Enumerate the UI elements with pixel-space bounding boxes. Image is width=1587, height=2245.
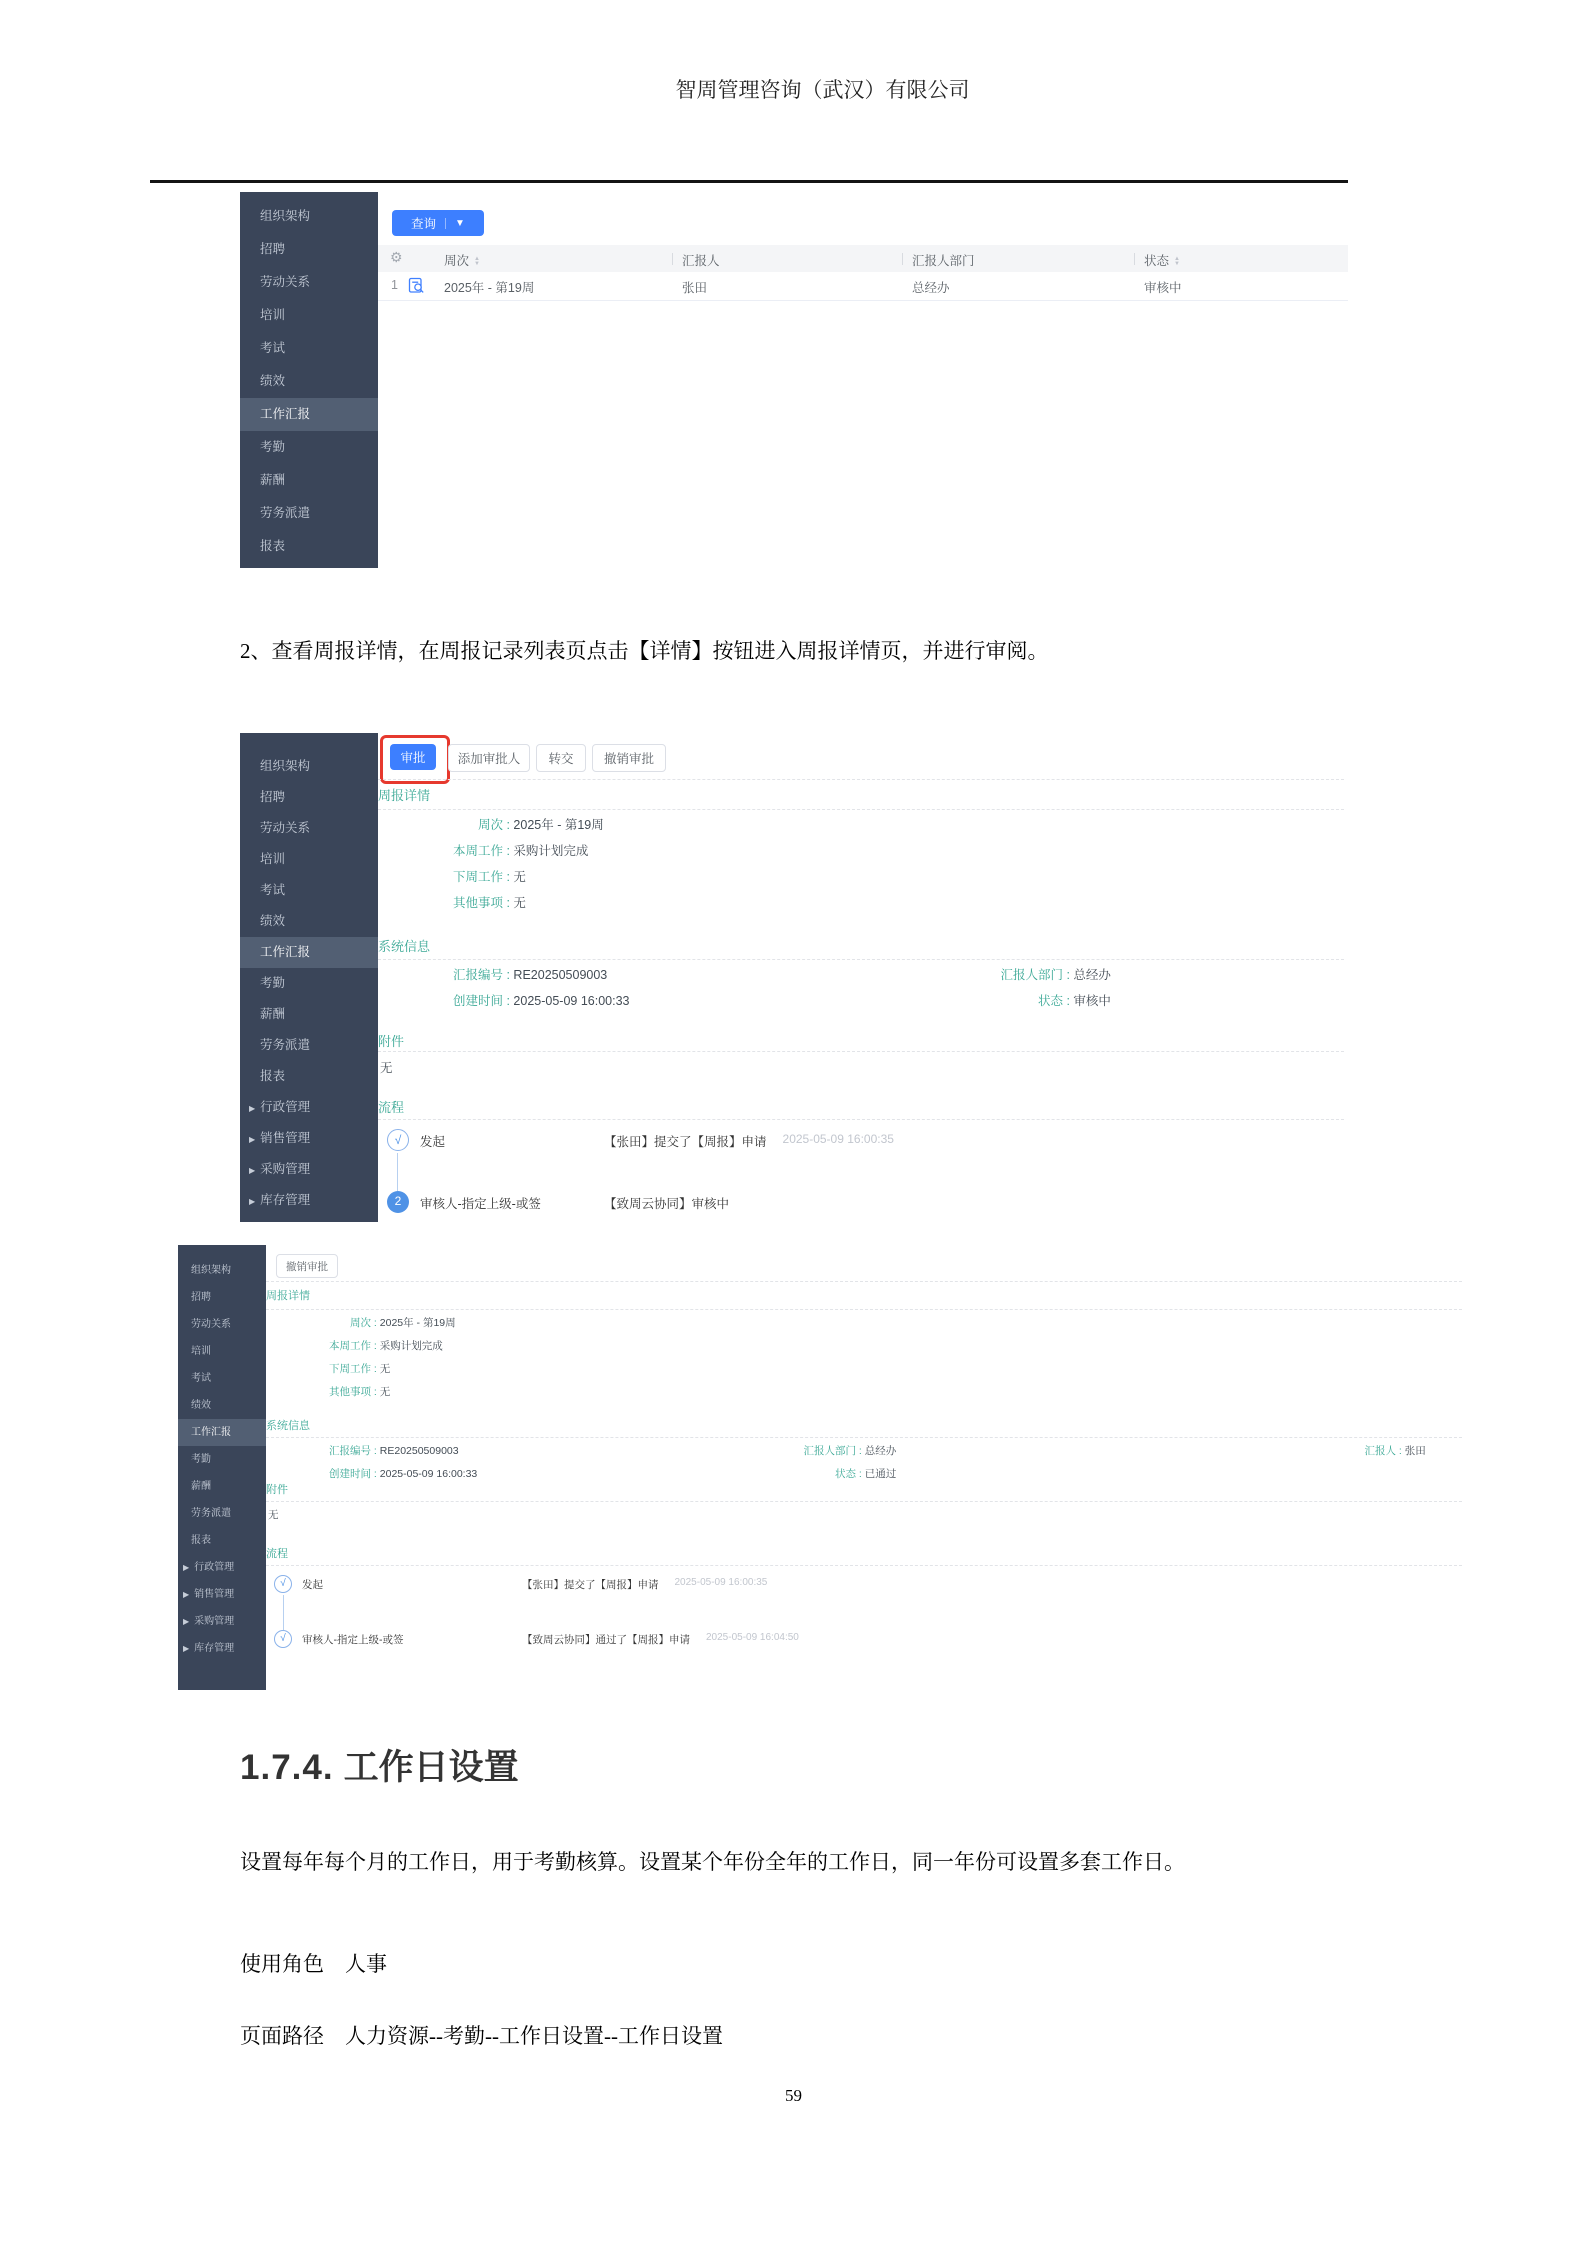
detail-content <box>378 733 1348 1222</box>
sidebar-item-label: 劳务派遣 <box>260 506 311 520</box>
sidebar-item[interactable] <box>240 398 378 431</box>
sidebar-item-label: 行政管理 <box>194 1562 235 1573</box>
sidebar-item[interactable] <box>240 266 378 299</box>
expand-arrow-icon: ▶ <box>249 1166 256 1175</box>
row-index: 1 <box>391 278 398 292</box>
field-label: 下周工作 <box>452 870 503 884</box>
field-label: 汇报编号 <box>329 1445 371 1457</box>
field-row: 下周工作 : 无 <box>266 1361 456 1384</box>
sidebar-item[interactable] <box>240 365 378 398</box>
field-row: 状态 : 审核中 <box>943 991 1111 1017</box>
gear-icon[interactable]: ⚙ <box>390 249 403 265</box>
sidebar-item[interactable] <box>178 1338 266 1365</box>
sort-icon[interactable]: ▲ ▼ <box>474 255 480 267</box>
sidebar <box>240 192 378 568</box>
field-label: 本周工作 <box>329 1340 371 1352</box>
field-value: RE20250509003 <box>513 968 608 982</box>
sidebar-item[interactable] <box>178 1365 266 1392</box>
sidebar-item-label: 行政管理 <box>260 1100 311 1114</box>
sidebar-item-label: 劳动关系 <box>260 275 311 289</box>
field-label: 周次 <box>350 1317 371 1329</box>
expand-arrow-icon: ▶ <box>249 1197 256 1206</box>
sidebar-item-label: 考试 <box>191 1373 211 1384</box>
field-row: 本周工作 : 采购计划完成 <box>378 841 604 867</box>
expand-arrow-icon: ▶ <box>249 1135 256 1144</box>
sidebar-item-label: 招聘 <box>260 790 286 804</box>
sidebar-item[interactable] <box>240 751 378 782</box>
sidebar-item[interactable] <box>240 1061 378 1092</box>
sidebar-item[interactable] <box>240 906 378 937</box>
attachment-value: 无 <box>268 1509 279 1521</box>
sidebar-item-label: 薪酬 <box>191 1481 211 1492</box>
field-value: 无 <box>513 870 526 884</box>
sidebar-item-label: 绩效 <box>191 1400 211 1411</box>
sidebar-item-label: 招聘 <box>191 1292 211 1303</box>
sidebar-item-label: 销售管理 <box>194 1589 235 1600</box>
flow-step-marker-icon: 2 <box>387 1191 409 1213</box>
field-value: 无 <box>379 1386 391 1398</box>
sidebar-item[interactable] <box>178 1446 266 1473</box>
system-fields-right <box>943 965 1111 1017</box>
flow-step <box>266 1575 1478 1630</box>
sidebar-item-label: 考勤 <box>260 440 286 454</box>
sidebar-item[interactable] <box>240 1154 378 1185</box>
cell-dept: 总经办 <box>912 281 950 295</box>
field-value: 2025年 - 第19周 <box>513 818 604 832</box>
section-title-attachment: 附件 <box>378 1034 405 1049</box>
sidebar-item-label: 绩效 <box>260 374 286 388</box>
sidebar-item-label: 招聘 <box>260 242 286 256</box>
sidebar-item-label: 劳务派遣 <box>191 1508 231 1519</box>
query-button-label: 查询 <box>411 217 437 231</box>
sidebar-item[interactable] <box>240 999 378 1030</box>
cell-week: 2025年 - 第19周 <box>444 281 535 295</box>
section-heading-number: 1.7.4. <box>240 1748 334 1787</box>
approve-button[interactable]: 审批 <box>390 744 436 770</box>
field-row: 创建时间 : 2025-05-09 16:00:33 <box>378 991 630 1017</box>
sidebar-item-label: 报表 <box>191 1535 211 1546</box>
section-heading <box>240 1740 519 1790</box>
header-rule <box>150 180 1348 183</box>
flow-step-time: 2025-05-09 16:00:35 <box>674 1577 768 1588</box>
sidebar-item-label: 销售管理 <box>260 1131 311 1145</box>
field-label: 汇报人部门 <box>803 1445 856 1457</box>
sidebar-item[interactable] <box>240 875 378 906</box>
field-row: 创建时间 : 2025-05-09 16:00:33 <box>266 1466 477 1489</box>
section-title-system-info: 系统信息 <box>378 939 431 954</box>
sidebar-item[interactable] <box>240 937 378 968</box>
sidebar-item-label: 考试 <box>260 883 286 897</box>
path-line: 页面路径 人力资源--考勤--工作日设置--工作日设置 <box>240 2024 723 2048</box>
flow-step-desc: 【张田】提交了【周报】申请 <box>604 1135 767 1149</box>
sidebar <box>178 1245 266 1690</box>
flow-steps <box>266 1575 1478 1685</box>
sidebar-item-label: 考勤 <box>260 976 286 990</box>
company-header: 智周管理咨询（武汉）有限公司 <box>675 79 970 102</box>
transfer-button[interactable]: 转交 <box>536 744 586 772</box>
flow-step-name: 审核人-指定上级-或签 <box>420 1197 541 1211</box>
sidebar-item[interactable] <box>240 968 378 999</box>
section-title-flow: 流程 <box>378 1100 405 1115</box>
field-row: 周次 : 2025年 - 第19周 <box>378 815 604 841</box>
field-row: 其他事项 : 无 <box>378 893 604 919</box>
field-label: 其他事项 <box>329 1386 371 1398</box>
field-value: 已通过 <box>864 1468 897 1480</box>
field-value: 2025-05-09 16:00:33 <box>513 994 630 1008</box>
field-row: 本周工作 : 采购计划完成 <box>266 1338 456 1361</box>
list-content <box>378 192 1348 568</box>
weekly-detail-fields <box>266 1315 456 1407</box>
field-row: 汇报人 : 张田 <box>1324 1443 1426 1466</box>
field-row: 其他事项 : 无 <box>266 1384 456 1407</box>
revoke-button[interactable]: 撤销审批 <box>592 744 666 772</box>
field-label: 下周工作 <box>329 1363 371 1375</box>
cell-status: 审核中 <box>1144 281 1182 295</box>
sidebar-item-label: 组织架构 <box>260 759 311 773</box>
flow-step <box>266 1630 1478 1685</box>
flow-step-marker-icon: √ <box>274 1630 292 1648</box>
flow-step-marker-icon: √ <box>274 1575 292 1593</box>
screenshot-weekly-report-list <box>240 192 1348 568</box>
sidebar-item[interactable] <box>178 1473 266 1500</box>
sidebar-item[interactable] <box>178 1554 266 1581</box>
sidebar-item-label: 采购管理 <box>260 1162 311 1176</box>
field-value: 总经办 <box>1073 968 1111 982</box>
weekly-detail-fields <box>378 815 604 919</box>
field-row: 汇报编号 : RE20250509003 <box>378 965 630 991</box>
field-value: 采购计划完成 <box>513 844 589 858</box>
field-label: 汇报编号 <box>452 968 503 982</box>
revoke-button[interactable]: 撤销审批 <box>276 1254 338 1278</box>
sidebar-item-label: 组织架构 <box>260 209 311 223</box>
field-value: 采购计划完成 <box>379 1340 443 1352</box>
flow-step-time: 2025-05-09 16:00:35 <box>782 1132 894 1146</box>
sidebar-item[interactable] <box>240 1092 378 1123</box>
expand-arrow-icon: ▶ <box>183 1590 190 1599</box>
flow-step-time: 2025-05-09 16:04:50 <box>706 1632 799 1643</box>
sidebar-item[interactable] <box>240 431 378 464</box>
system-fields-left <box>266 1443 477 1489</box>
table-header <box>378 245 1348 272</box>
field-label: 其他事项 <box>452 896 503 910</box>
flow-step <box>378 1129 1348 1191</box>
sidebar-item[interactable] <box>178 1257 266 1284</box>
sidebar-item[interactable] <box>240 813 378 844</box>
screenshot-weekly-report-detail-pending <box>240 733 1348 1222</box>
sidebar-item[interactable] <box>240 1185 378 1216</box>
add-approver-button[interactable]: 添加审批人 <box>448 744 530 772</box>
sidebar-item-label: 库存管理 <box>194 1643 235 1654</box>
column-status[interactable]: 状态 ▲ ▼ <box>1144 251 1180 269</box>
sidebar-item[interactable] <box>240 200 378 233</box>
flow-step <box>378 1191 1348 1253</box>
sidebar-item[interactable] <box>178 1527 266 1554</box>
flow-step-desc: 【张田】提交了【周报】申请 <box>522 1579 659 1591</box>
column-reporter[interactable]: 汇报人 <box>682 251 720 269</box>
sidebar-item-label: 工作汇报 <box>260 945 311 959</box>
flow-step-marker-icon: √ <box>387 1129 409 1151</box>
sidebar-item[interactable] <box>178 1311 266 1338</box>
sidebar-item-label: 劳动关系 <box>260 821 311 835</box>
field-label: 状态 <box>835 1468 856 1480</box>
field-label: 创建时间 <box>329 1468 371 1480</box>
sidebar-item[interactable] <box>240 233 378 266</box>
expand-arrow-icon: ▶ <box>249 1104 256 1113</box>
field-label: 汇报人部门 <box>1000 968 1063 982</box>
sidebar-item[interactable] <box>178 1284 266 1311</box>
expand-arrow-icon: ▶ <box>183 1563 190 1572</box>
sidebar-item-label: 工作汇报 <box>260 407 311 421</box>
section-heading-title: 工作日设置 <box>343 1748 519 1787</box>
sidebar-item[interactable] <box>178 1419 266 1446</box>
sidebar-item-label: 报表 <box>260 539 286 553</box>
flow-step-desc: 【致周云协同】通过了【周报】申请 <box>522 1634 690 1646</box>
sidebar-item-label: 绩效 <box>260 914 286 928</box>
field-label: 汇报人 <box>1364 1445 1396 1457</box>
sidebar-item-label: 培训 <box>191 1346 211 1357</box>
detail-content <box>266 1245 1478 1690</box>
field-value: 2025-05-09 16:00:33 <box>379 1468 478 1480</box>
section-title-system-info: 系统信息 <box>266 1420 310 1432</box>
sidebar-item-label: 培训 <box>260 308 286 322</box>
field-row: 汇报人部门 : 总经办 <box>706 1443 896 1466</box>
role-line: 使用角色 人事 <box>240 1952 387 1976</box>
query-button[interactable] <box>392 210 484 236</box>
field-value: 无 <box>513 896 526 910</box>
sidebar-item-label: 组织架构 <box>191 1265 231 1276</box>
system-fields-left <box>378 965 630 1017</box>
column-week[interactable]: 周次 ▲ ▼ <box>444 254 480 268</box>
field-label: 周次 <box>477 818 503 832</box>
step2-instruction: 2、查看周报详情，在周报记录列表页点击【详情】按钮进入周报详情页，并进行审阅。 <box>240 639 1049 663</box>
field-label: 状态 <box>1037 994 1063 1008</box>
sidebar-item-label: 薪酬 <box>260 1007 286 1021</box>
sidebar-item[interactable] <box>178 1581 266 1608</box>
sidebar-item[interactable] <box>240 530 378 563</box>
sidebar-item[interactable] <box>178 1392 266 1419</box>
field-row: 周次 : 2025年 - 第19周 <box>266 1315 456 1338</box>
expand-arrow-icon: ▶ <box>183 1617 190 1626</box>
flow-steps <box>378 1129 1348 1253</box>
sidebar-item[interactable] <box>178 1635 266 1662</box>
sidebar-item-label: 报表 <box>260 1069 286 1083</box>
expand-arrow-icon: ▶ <box>183 1644 190 1653</box>
sidebar-item-label: 考勤 <box>191 1454 211 1465</box>
detail-icon[interactable] <box>408 277 425 294</box>
field-value: RE20250509003 <box>379 1445 459 1457</box>
system-fields-right <box>1324 1443 1426 1466</box>
field-value: 总经办 <box>864 1445 897 1457</box>
sidebar-item-label: 工作汇报 <box>191 1427 231 1438</box>
field-row: 状态 : 已通过 <box>706 1466 896 1489</box>
section-title-attachment: 附件 <box>266 1484 288 1496</box>
sidebar-item[interactable] <box>240 299 378 332</box>
field-value: 无 <box>379 1363 391 1375</box>
column-dept[interactable]: 汇报人部门 <box>912 251 975 269</box>
sidebar-item-label: 库存管理 <box>260 1193 311 1207</box>
table-row[interactable] <box>378 272 1348 301</box>
field-label: 创建时间 <box>452 994 503 1008</box>
flow-step-name: 发起 <box>302 1579 323 1591</box>
section-title-weekly-detail: 周报详情 <box>378 788 431 803</box>
sidebar-item-label: 劳务派遣 <box>260 1038 311 1052</box>
page-number: 59 <box>785 2086 802 2105</box>
field-value: 2025年 - 第19周 <box>379 1317 456 1329</box>
flow-step-name: 审核人-指定上级-或签 <box>302 1634 404 1646</box>
sidebar-item[interactable] <box>178 1608 266 1635</box>
attachment-value: 无 <box>380 1061 393 1075</box>
sidebar-item-label: 采购管理 <box>194 1616 235 1627</box>
sidebar-item[interactable] <box>178 1500 266 1527</box>
field-row: 汇报人部门 : 总经办 <box>943 965 1111 991</box>
section-title-weekly-detail: 周报详情 <box>266 1290 310 1302</box>
sidebar-item-label: 薪酬 <box>260 473 286 487</box>
sidebar-item[interactable] <box>240 332 378 365</box>
field-value: 审核中 <box>1073 994 1111 1008</box>
sidebar-item-label: 考试 <box>260 341 286 355</box>
sidebar-item[interactable] <box>240 782 378 813</box>
field-value: 张田 <box>1404 1445 1426 1457</box>
field-row: 汇报编号 : RE20250509003 <box>266 1443 477 1466</box>
sort-icon[interactable]: ▲ ▼ <box>1174 255 1180 267</box>
system-fields-middle <box>706 1443 896 1489</box>
flow-step-name: 发起 <box>420 1135 446 1149</box>
section-title-flow: 流程 <box>266 1548 288 1560</box>
flow-step-desc: 【致周云协同】审核中 <box>604 1197 730 1211</box>
body-paragraph: 设置每年每个月的工作日，用于考勤核算。设置某个年份全年的工作日，同一年份可设置多套工作日。 <box>240 1850 1185 1874</box>
chevron-down-icon[interactable]: ▼ <box>445 218 465 229</box>
sidebar-item-label: 劳动关系 <box>191 1319 231 1330</box>
sidebar-item-label: 培训 <box>260 852 286 866</box>
sidebar <box>240 733 378 1222</box>
sidebar-item[interactable] <box>240 497 378 530</box>
cell-reporter: 张田 <box>682 281 708 295</box>
field-row: 下周工作 : 无 <box>378 867 604 893</box>
sidebar-item[interactable] <box>240 844 378 875</box>
sidebar-item[interactable] <box>240 464 378 497</box>
sidebar-item[interactable] <box>240 1123 378 1154</box>
screenshot-weekly-report-detail-approved <box>178 1245 1478 1690</box>
field-label: 本周工作 <box>452 844 503 858</box>
sidebar-item[interactable] <box>240 1030 378 1061</box>
